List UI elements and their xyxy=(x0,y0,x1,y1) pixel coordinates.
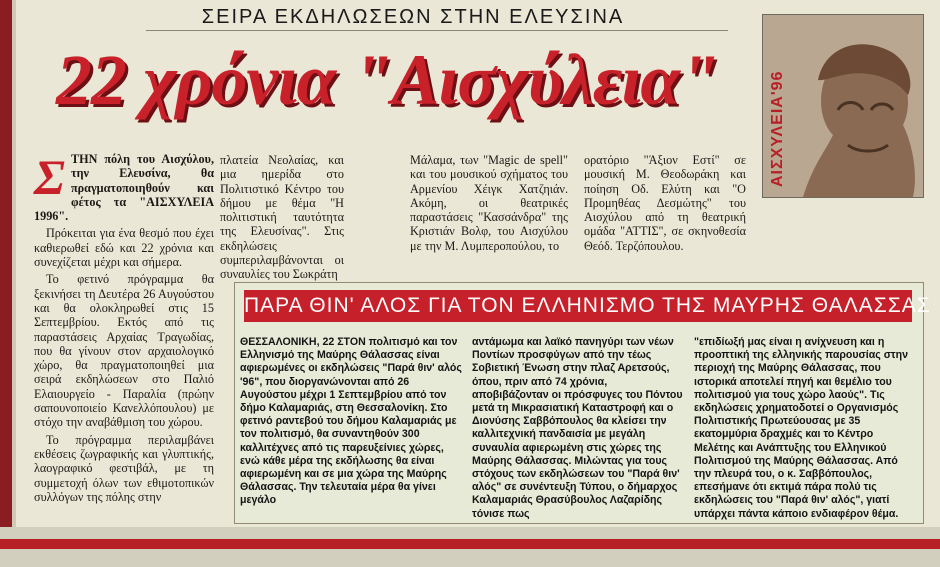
series-rule xyxy=(146,30,728,31)
sidebar-column xyxy=(472,336,684,521)
headline: 22 χρόνια "Αισχύλεια" xyxy=(56,40,719,120)
lead-paragraph xyxy=(34,149,214,224)
article-column xyxy=(220,153,344,285)
bottom-red-rule xyxy=(0,539,940,549)
sidebar-column-text: "επιδίωξή μας είναι η ανίχνευση και η προοπτική της ελληνικής παρουσίας στην περιοχή της Μαύρης Θάλασσας, που ιστορικά αποτελεί πηγή και θεμέλιο του πολιτισμού για τους χώρο λαούς". Τις εκδηλώσεις χρηματοδοτεί ο Οργανισμός Πολιτιστικής Πρωτεύουσας με 35 εκατομμύρια δραχμές και το Κέντρο Μελέτης και Ανάπτυξης του Ελληνικού Πολιτισμού της Μαύρης Θάλασσας. Από την πλευρά του, ο κ. Σαββόπουλος, επεσήμανε ότι εκτιμά πάρα πολύ τις εκδηλώσεις του "Παρά θιν' αλός", γιατί υπάρχει πάντα κάποιο ενδιαφέρον θέμα. xyxy=(694,336,909,520)
column-text: ορατόριο "Άξιον Εστί" σε μουσική Μ. Θεοδωράκη και ποίηση Οδ. Ελύτη και "Ο Προμηθέας Δεσμώτης" του Αισχύλου από τη θεατρική ομάδα "ΑΤΤΙΣ", σε σκηνοθεσία Θεόδ. Τερζόπουλου. xyxy=(584,153,746,253)
column-text: πλατεία Νεολαίας, και μια ημερίδα στο Πολιτιστικό Κέντρο του δήμου με θέμα "Η πολιτιστική ταυτότητα της Ελευσίνας". Στις εκδηλώσεις συμπεριλαμβάνονται οι συναυλίες του Σωκράτη xyxy=(220,153,344,282)
photo-caption: ΑΙΣΧΥΛΕΙΑ'96 xyxy=(769,70,786,187)
intro-paragraph: Το φετινό πρόγραμμα θα ξεκινήσει τη Δευτέρα 26 Αυγούστου και θα ολοκληρωθεί στις 15 Σεπτεμβρίου. Εκτός από τις παραστάσεις Αρχαίας Τραγωδίας, που θα γίνουν στον αρχαιολογικό χώρο, θα πραγματοποιηθεί μια σειρά εκδηλώσεων στο Παλιό Ελαιουργείο - Παραλία (πρώην σαπουνοποιείο Κανελλόπουλου) με στόχο την αναβάθμιση του χώρου. xyxy=(34,272,214,430)
article-column xyxy=(584,153,746,256)
bottom-margin xyxy=(0,527,940,567)
statue-photo xyxy=(762,14,924,198)
intro-paragraph: Το πρόγραμμα περιλαμβάνει εκθέσεις ζωγραφικής και γλυπτικής, λαογραφικό φεστιβάλ, με τη συμμετοχή όλων των εθιμοτοπικών συλλόγων της πόλης στην xyxy=(34,432,214,504)
intro-column xyxy=(34,149,214,507)
left-margin-strip xyxy=(0,0,12,567)
sidebar-column-text: ΘΕΣΣΑΛΟΝΙΚΗ, 22 ΣΤΟΝ πολιτισμό και τον Ελληνισμό της Μαύρης Θάλασσας είναι αφιερωμένες οι εκδηλώσεις "Παρά θιν' αλός '96", που διοργανώνονται από 26 Αυγούστου μέχρι 1 Σεπτεμβρίου από τον δήμο Καλαμαριάς, στη Θεσσαλονίκη. Στο φετινό ραντεβού του δήμου Καλαμαριάς με τον πολιτισμό, θα συναντηθούν 300 καλλιτέχνες από τις παρευξείνιες χώρες, ενώ κάθε μέρα της εκδήλωσης θα είναι αφιερωμένη και σε μια χώρα της Μαύρης Θάλασσας. Την τελευταία μέρα θα γίνει μεγάλο xyxy=(240,336,462,507)
lead-text: ΤΗΝ πόλη του Αισχύλου, την Ελευσίνα, θα πραγματοποιηθούν και φέτος τα "ΑΙΣΧΥΛΕΙΑ 1996". xyxy=(34,152,214,224)
sidebar-column xyxy=(240,336,462,508)
sidebar-article-title: ΠΑΡΑ ΘΙΝ' ΑΛΟΣ ΓΙΑ ΤΟΝ ΕΛΛΗΝΙΣΜΟ ΤΗΣ ΜΑΥΡΗΣ ΘΑΛΑΣΣΑΣ xyxy=(244,290,912,322)
series-title: ΣΕΙΡΑ ΕΚΔΗΛΩΣΕΩΝ ΣΤΗΝ ΕΛΕΥΣΙΝΑ xyxy=(201,6,625,28)
article-column xyxy=(410,153,568,256)
sidebar-column-text: αντάμωμα και λαϊκό πανηγύρι των νέων Ποντίων προσφύγων από την τέως Σοβιετική Ένωση στην πλαζ Αρετσούς, όπου, πριν από 74 χρόνια, αποβιβάζονταν οι πρόσφυγες του Πόντου μετά τη Μικρασιατική Καταστροφή και ο Διονύσης Σαββόπουλος θα κλείσει την καλλιτεχνική πανδαισία με μεγάλη συναυλία αφιερωμένη στις χώρες της Μαύρης Θάλασσας. Μιλώντας για τους στόχους των εκδηλώσεων του "Παρά θιν' αλός" σε συνέντευξη Τύπου, ο δήμαρχος Καλαμαριάς Θρασύβουλος Λαζαρίδης τόνισε πως xyxy=(472,336,683,520)
sidebar-column xyxy=(694,336,916,521)
drop-cap: Σ xyxy=(34,149,65,205)
column-text: Μάλαμα, των "Magic de spell" και του μουσικού σχήματος του Αρμενίου Χέιγκ Χατζηιάν. Ακόμη, οι θεατρικές παραστάσεις "Κασσάνδρα" της Κριστιάν Βολφ, του Αισχύλου με την Μ. Λυμπεροπούλου, το xyxy=(410,153,568,253)
intro-paragraph: Πρόκειται για ένα θεσμό που έχει καθιερωθεί εδώ και 22 χρόνια και συνεχίζεται μέχρι και σήμερα. xyxy=(34,226,214,270)
left-gutter xyxy=(12,0,16,567)
